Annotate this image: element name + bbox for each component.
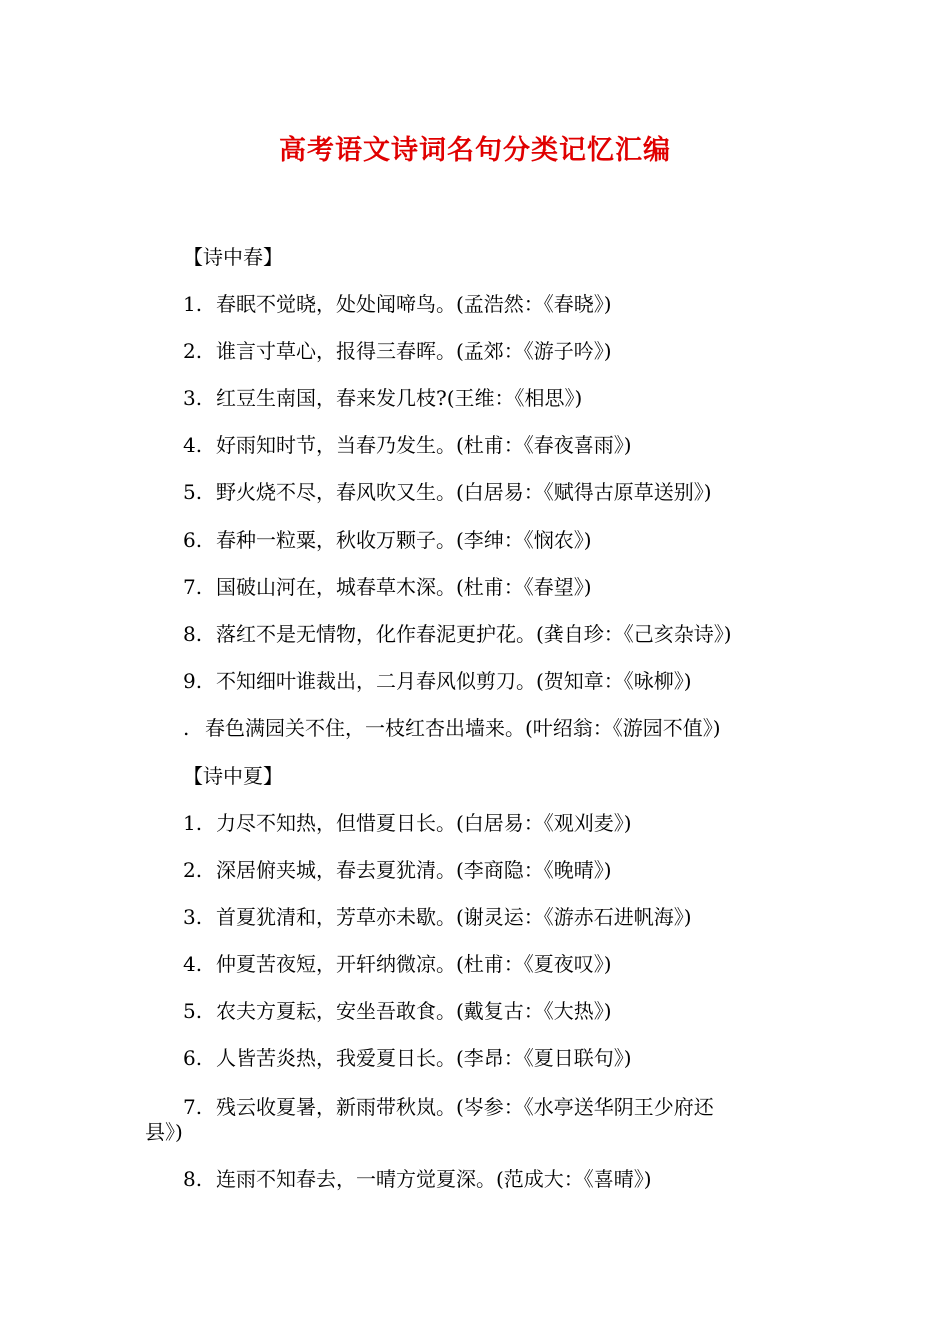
item-text: 春种一粒粟，秋收万颗子。(李绅：《悯农》) <box>216 528 592 552</box>
list-item <box>0 480 950 504</box>
list-item <box>0 811 950 835</box>
item-text: 残云收夏暑，新雨带秋岚。(岑参：《水亭送华阴王少府还 <box>216 1095 714 1119</box>
item-text: 好雨知时节，当春乃发生。(杜甫：《春夜喜雨》) <box>216 433 632 457</box>
list-item <box>0 575 950 599</box>
item-number: 4. <box>183 433 203 457</box>
item-number: 1. <box>183 811 203 835</box>
item-number: . <box>183 716 190 740</box>
item-text: 不知细叶谁裁出，二月春风似剪刀。(贺知章：《咏柳》) <box>216 669 692 693</box>
document-title: 高考语文诗词名句分类记忆汇编 <box>279 135 671 166</box>
item-text: 力尽不知热，但惜夏日长。(白居易：《观刈麦》) <box>216 811 632 835</box>
item-number: 5. <box>183 999 203 1023</box>
list-item <box>0 999 950 1023</box>
item-text: 红豆生南国，春来发几枝?(王维：《相思》) <box>216 386 583 410</box>
item-text: 春眠不觉晓，处处闻啼鸟。(孟浩然：《春晓》) <box>216 292 612 316</box>
item-text: 谁言寸草心，报得三春晖。(孟郊：《游子吟》) <box>216 339 612 363</box>
item-text: 农夫方夏耘，安坐吾敢食。(戴复古：《大热》) <box>216 999 612 1023</box>
section-heading-spring: 【诗中春】 <box>183 245 283 269</box>
list-item <box>0 386 950 410</box>
list-item <box>0 669 950 693</box>
list-item <box>0 292 950 316</box>
item-number: 2. <box>183 858 203 882</box>
list-item-continuation: 县》) <box>145 1120 183 1144</box>
item-number: 7. <box>183 575 203 599</box>
list-item <box>0 1046 950 1070</box>
item-number: 8. <box>183 1167 203 1191</box>
list-item <box>0 858 950 882</box>
list-item <box>0 622 950 646</box>
item-number: 6. <box>183 528 203 552</box>
item-text: 连雨不知春去，一晴方觉夏深。(范成大：《喜晴》) <box>216 1167 652 1191</box>
list-item <box>0 952 950 976</box>
list-item <box>0 433 950 457</box>
item-number: 3. <box>183 905 203 929</box>
item-number: 7. <box>183 1095 203 1119</box>
list-item <box>0 1095 950 1119</box>
item-text: 深居俯夹城，春去夏犹清。(李商隐：《晚晴》) <box>216 858 612 882</box>
item-text: 野火烧不尽，春风吹又生。(白居易：《赋得古原草送别》) <box>216 480 712 504</box>
item-number: 6. <box>183 1046 203 1070</box>
item-text: 国破山河在，城春草木深。(杜甫：《春望》) <box>216 575 592 599</box>
item-text: 首夏犹清和，芳草亦未歇。(谢灵运：《游赤石进帆海》) <box>216 905 692 929</box>
item-number: 5. <box>183 480 203 504</box>
list-item <box>0 339 950 363</box>
item-number: 4. <box>183 952 203 976</box>
list-item <box>0 1167 950 1191</box>
item-number: 3. <box>183 386 203 410</box>
item-number: 2. <box>183 339 203 363</box>
item-text: 仲夏苦夜短，开轩纳微凉。(杜甫：《夏夜叹》) <box>216 952 612 976</box>
item-text: 人皆苦炎热，我爱夏日长。(李昂：《夏日联句》) <box>216 1046 632 1070</box>
item-number: 1. <box>183 292 203 316</box>
section-heading-summer: 【诗中夏】 <box>183 764 283 788</box>
list-item <box>0 528 950 552</box>
item-text: 春色满园关不住，一枝红杏出墙来。(叶绍翁：《游园不值》) <box>205 716 721 740</box>
item-number: 9. <box>183 669 203 693</box>
list-item <box>0 716 950 740</box>
list-item <box>0 905 950 929</box>
item-text: 落红不是无情物，化作春泥更护花。(龚自珍：《己亥杂诗》) <box>216 622 732 646</box>
item-number: 8. <box>183 622 203 646</box>
